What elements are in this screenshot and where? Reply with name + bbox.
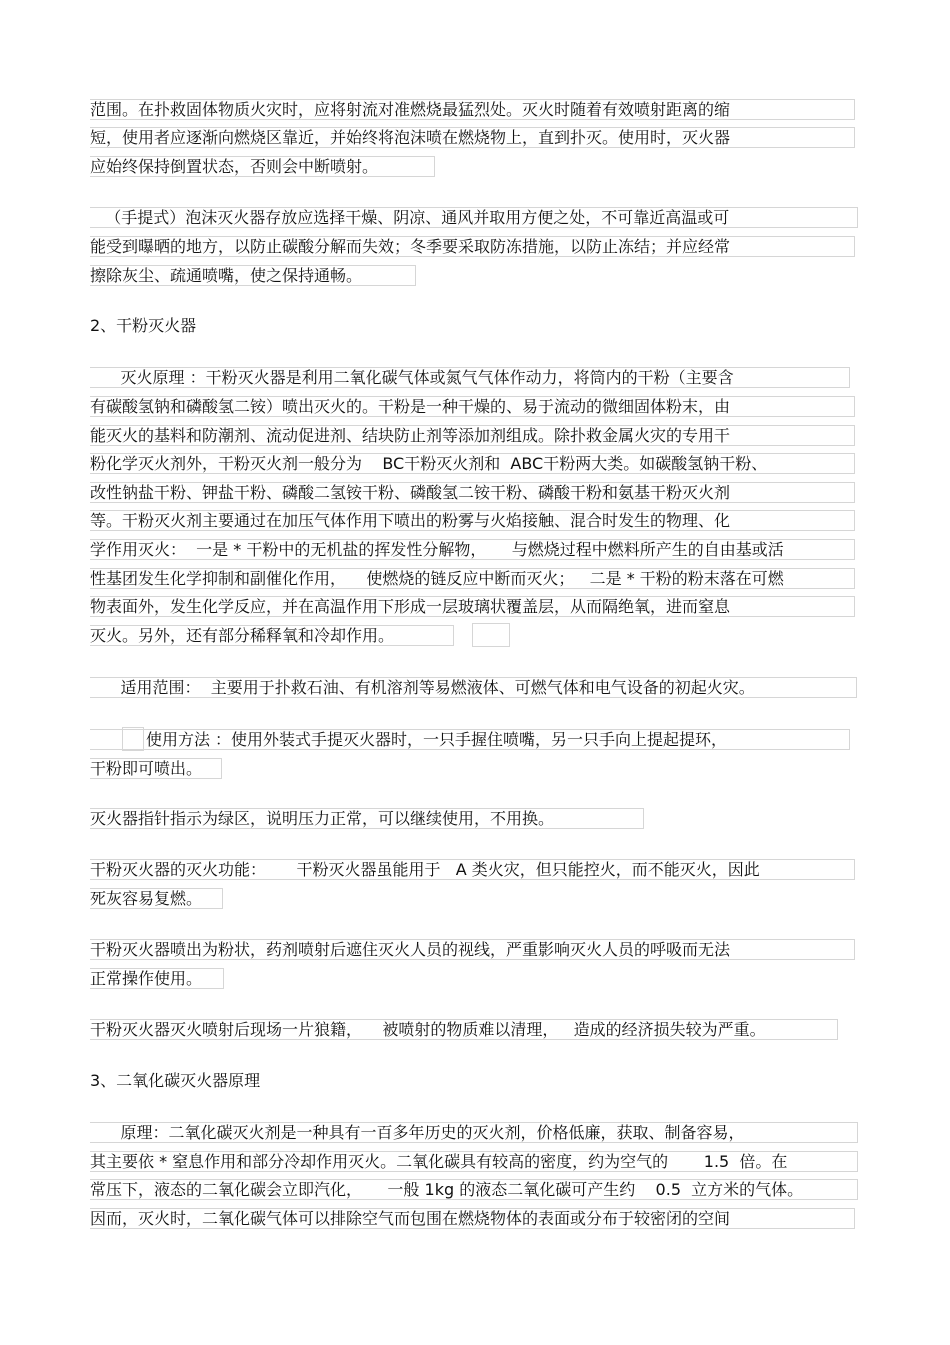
section-heading: 2、干粉灭火器	[90, 316, 197, 335]
paragraph-line: 常压下，液态的二氧化碳会立即汽化， 一般 1kg 的液态二氧化碳可产生约 0.5 立方米的气体。	[90, 1179, 858, 1200]
paragraph-line: 学作用灭火： 一是 * 干粉中的无机盐的挥发性分解物， 与燃烧过程中燃料所产生的自由基或活	[90, 539, 855, 560]
empty-box	[472, 623, 510, 647]
paragraph-line: 灭火器指针指示为绿区，说明压力正常，可以继续使用，不用换。	[90, 808, 644, 829]
paragraph-line: 死灰容易复燃。	[90, 888, 223, 909]
paragraph-line: 干粉灭火器喷出为粉状，药剂喷射后遮住灭火人员的视线，严重影响灭火人员的呼吸而无法	[90, 939, 855, 960]
paragraph-line: 适用范围： 主要用于扑救石油、有机溶剂等易燃液体、可燃气体和电气设备的初起火灾。	[90, 677, 857, 698]
paragraph-line: 干粉灭火器的灭火功能： 干粉灭火器虽能用于 A 类火灾，但只能控火，而不能灭火，因此	[90, 859, 855, 880]
paragraph-line: 粉化学灭火剂外，干粉灭火剂一般分为 BC干粉灭火剂和 ABC干粉两大类。如碳酸氢钠干粉、	[90, 453, 855, 474]
paragraph-line: 短，使用者应逐渐向燃烧区靠近，并始终将泡沫喷在燃烧物上，直到扑灭。使用时，灭火器	[90, 127, 855, 148]
paragraph-line: 有碳酸氢钠和磷酸氢二铵）喷出灭火的。干粉是一种干燥的、易于流动的微细固体粉末，由	[90, 396, 855, 417]
paragraph-line: 性基团发生化学抑制和副催化作用， 使燃烧的链反应中断而灭火； 二是 * 干粉的粉末落在可燃	[90, 568, 855, 589]
paragraph-line: （手提式）泡沫灭火器存放应选择干燥、阴凉、通风并取用方便之处，不可靠近高温或可	[90, 207, 858, 228]
paragraph-line: 其主要依 * 窒息作用和部分冷却作用灭火。二氧化碳具有较高的密度，约为空气的 1.5 倍。在	[90, 1151, 858, 1172]
paragraph-line: 改性钠盐干粉、钾盐干粉、磷酸二氢铵干粉、磷酸氢二铵干粉、磷酸干粉和氨基干粉灭火剂	[90, 482, 855, 503]
paragraph-line: 干粉即可喷出。	[90, 758, 222, 779]
paragraph-line: 应始终保持倒置状态，否则会中断喷射。	[90, 156, 435, 177]
paragraph-line: 擦除灰尘、疏通喷嘴，使之保持通畅。	[90, 265, 416, 286]
paragraph-line: 范围。在扑救固体物质火灾时，应将射流对准燃烧最猛烈处。灭火时随着有效喷射距离的缩	[90, 99, 855, 120]
paragraph-line: 物表面外，发生化学反应，并在高温作用下形成一层玻璃状覆盖层，从而隔绝氧，进而窒息	[90, 596, 855, 617]
paragraph-line: 因而，灭火时，二氧化碳气体可以排除空气而包围在燃烧物体的表面或分布于较密闭的空间	[90, 1208, 855, 1229]
paragraph-line: 使用方法 ：使用外装式手提灭火器时，一只手握住喷嘴，另一只手向上提起提环，	[90, 729, 850, 750]
paragraph-line: 能灭火的基料和防潮剂、流动促进剂、结块防止剂等添加剂组成。除扑救金属火灾的专用干	[90, 425, 855, 446]
paragraph-line: 原理：二氧化碳灭火剂是一种具有一百多年历史的灭火剂，价格低廉，获取、制备容易，	[90, 1122, 858, 1143]
paragraph-line: 灭火原理 ：干粉灭火器是利用二氧化碳气体或氮气气体作动力，将筒内的干粉（主要含	[90, 367, 850, 388]
section-heading: 3、二氧化碳灭火器原理	[90, 1071, 261, 1090]
paragraph-line: 能受到曝晒的地方，以防止碳酸分解而失效；冬季要采取防冻措施，以防止冻结；并应经常	[90, 236, 855, 257]
paragraph-line: 正常操作使用。	[90, 968, 224, 989]
paragraph-line: 干粉灭火器灭火喷射后现场一片狼籍， 被喷射的物质难以清理， 造成的经济损失较为严重。	[90, 1019, 838, 1040]
paragraph-line: 等。干粉灭火剂主要通过在加压气体作用下喷出的粉雾与火焰接触、混合时发生的物理、化	[90, 510, 855, 531]
paragraph-line: 灭火。另外，还有部分稀释氧和冷却作用。	[90, 625, 454, 646]
